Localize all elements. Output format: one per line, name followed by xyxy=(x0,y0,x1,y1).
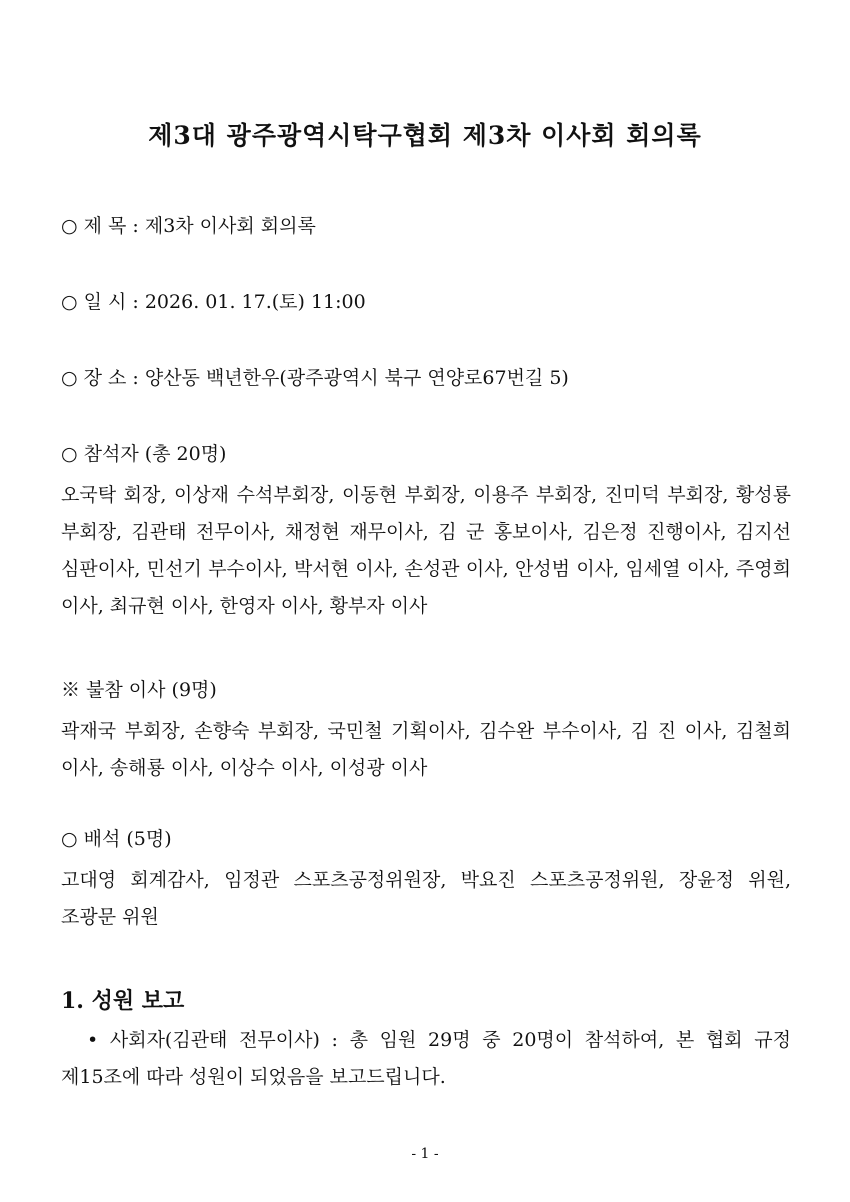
section-1-body: • 사회자(김관태 전무이사) : 총 임원 29명 중 20명이 참석하여, 본 협회 규정 제15조에 따라 성원이 되었음을 보고드립니다. xyxy=(61,1029,791,1088)
page-number: - 1 - xyxy=(411,1146,439,1162)
section-1-title: 1. 성원 보고 xyxy=(61,988,185,1014)
datetime-line: ○ 일 시 : 2026. 01. 17.(토) 11:00 xyxy=(61,291,366,313)
absentees-list: 곽재국 부회장, 손향숙 부회장, 국민철 기획이사, 김수완 부수이사, 김 진 이사, 김철희 이사, 송해룡 이사, 이상수 이사, 이성광 이사 xyxy=(61,720,791,779)
subject-line: ○ 제 목 : 제3차 이사회 회의록 xyxy=(61,215,316,237)
absentees-heading: ※ 불참 이사 (9명) xyxy=(61,679,217,701)
attendees-list: 오국탁 회장, 이상재 수석부회장, 이동현 부회장, 이용주 부회장, 진미덕 부회장, 황성룡 부회장, 김관태 전무이사, 채정현 재무이사, 김 군 홍보이사, 김은정 진행이사, 김지선 심판이사, 민선기 부수이사, 박서현 이사, 손성관 이사, 안성범 이사, 임세열 이사, 주영희 이사, 최규현 이사, 한영자 이사, 황부자 이사 xyxy=(61,484,791,617)
document-title: 제3대 광주광역시탁구협회 제3차 이사회 회의록 xyxy=(148,121,702,150)
observers-list: 고대영 회계감사, 임정관 스포츠공정위원장, 박요진 스포츠공정위원, 장윤정 위원, 조광문 위원 xyxy=(61,869,791,928)
observers-heading: ○ 배석 (5명) xyxy=(61,828,172,850)
place-line: ○ 장 소 : 양산동 백년한우(광주광역시 북구 연양로67번길 5) xyxy=(61,367,569,389)
attendees-heading: ○ 참석자 (총 20명) xyxy=(61,443,227,465)
